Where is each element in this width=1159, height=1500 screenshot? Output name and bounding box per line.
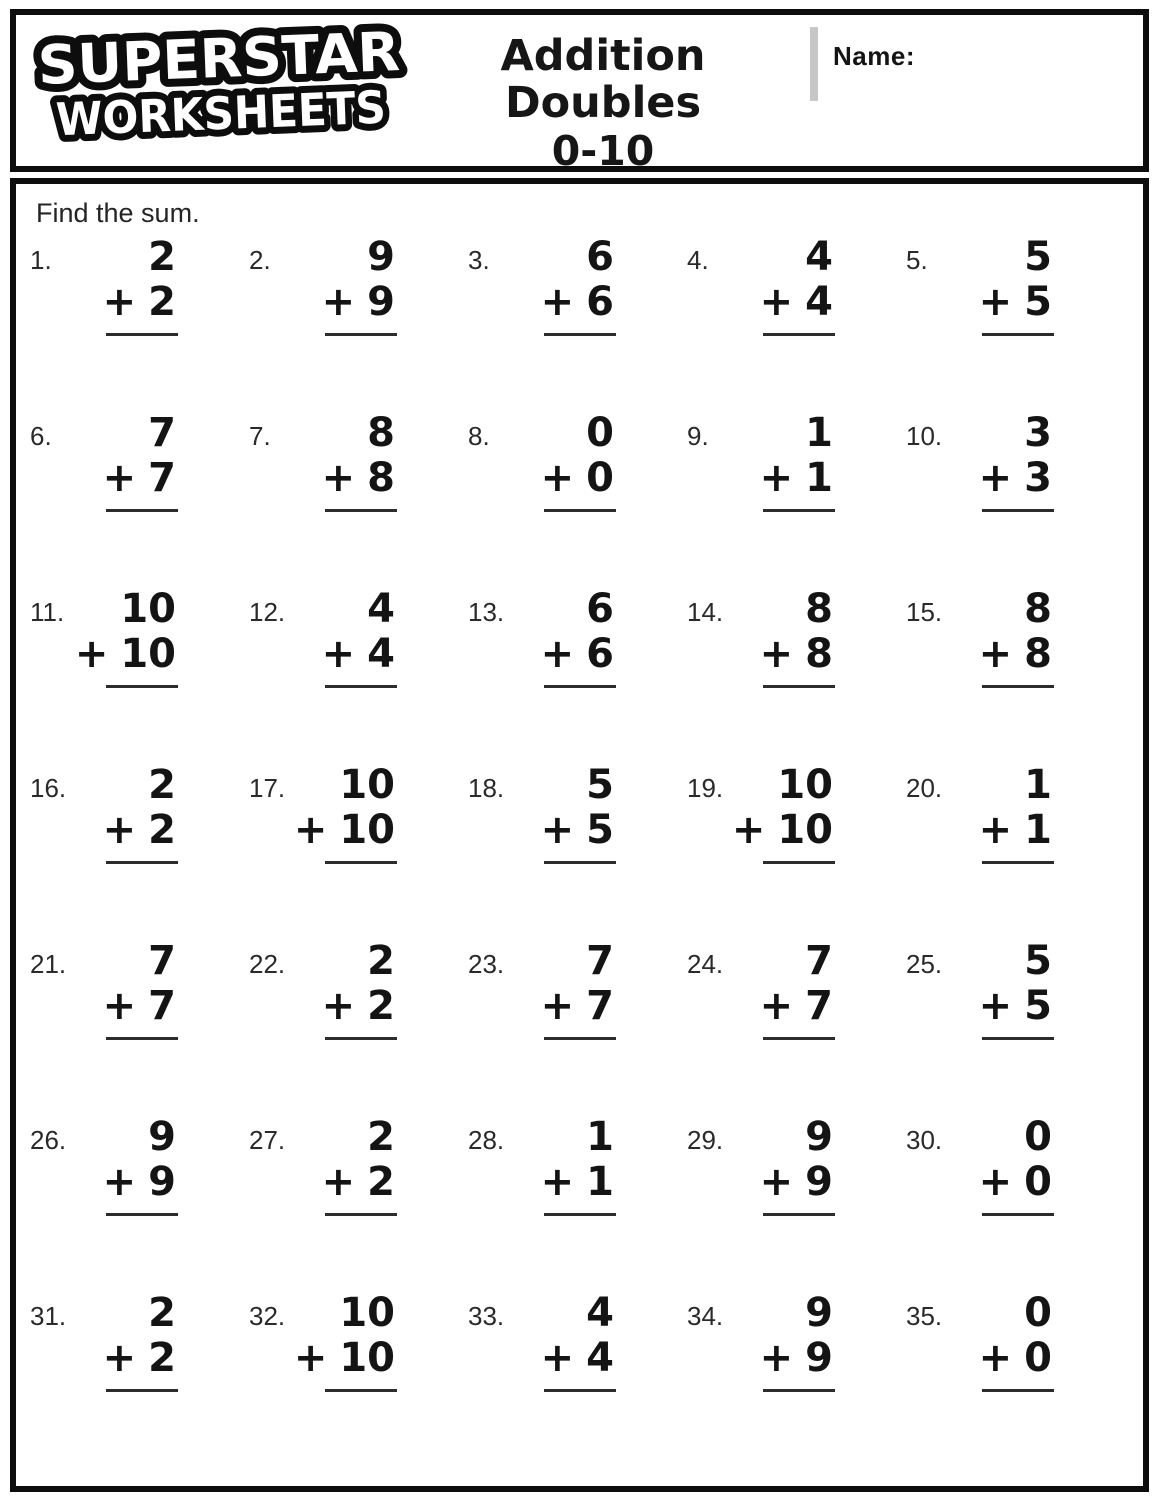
addition-problem xyxy=(30,1115,249,1291)
problem-number: 7. xyxy=(249,421,271,451)
top-addend: 0 xyxy=(1024,1114,1052,1160)
answer-line[interactable] xyxy=(106,1037,178,1040)
problem-stack xyxy=(958,235,1054,336)
bottom-addend-row xyxy=(322,280,397,325)
problem-number: 32. xyxy=(249,1301,286,1331)
problem-stack xyxy=(520,1291,616,1392)
addition-problem xyxy=(30,763,249,939)
problem-stack xyxy=(958,939,1054,1040)
bottom-addend: 4 xyxy=(805,278,833,325)
top-addend: 8 xyxy=(805,586,833,632)
problem-number: 19. xyxy=(687,773,724,803)
top-addend: 0 xyxy=(1024,1290,1052,1336)
bottom-addend-row xyxy=(103,808,178,853)
top-addend: 7 xyxy=(805,938,833,984)
top-addend: 7 xyxy=(148,410,176,456)
problem-number: 34. xyxy=(687,1301,724,1331)
bottom-addend: 8 xyxy=(367,454,395,501)
instructions-text: Find the sum. xyxy=(36,198,200,228)
bottom-addend-row xyxy=(760,1160,835,1205)
problem-stack xyxy=(958,1291,1054,1392)
plus-operator: + xyxy=(540,454,575,501)
problem-stack xyxy=(520,1115,616,1216)
bottom-addend: 7 xyxy=(805,982,833,1029)
bottom-addend: 2 xyxy=(148,278,176,325)
bottom-addend-row xyxy=(322,456,397,501)
addition-problem xyxy=(30,1291,249,1467)
answer-line[interactable] xyxy=(544,509,616,512)
problem-stack xyxy=(301,1115,397,1216)
problem-number: 17. xyxy=(249,773,286,803)
answer-line[interactable] xyxy=(325,1213,397,1216)
addition-problem xyxy=(249,587,468,763)
top-addend: 10 xyxy=(777,762,833,808)
problem-number: 33. xyxy=(468,1301,505,1331)
addition-problem xyxy=(687,411,906,587)
bottom-addend: 9 xyxy=(805,1334,833,1381)
plus-operator: + xyxy=(540,982,575,1029)
bottom-addend: 8 xyxy=(1024,630,1052,677)
addition-problem xyxy=(249,939,468,1115)
plus-operator: + xyxy=(978,278,1013,325)
problem-stack xyxy=(520,587,616,688)
plus-operator: + xyxy=(293,1334,328,1381)
bottom-addend-row xyxy=(760,984,835,1029)
top-addend: 4 xyxy=(367,586,395,632)
answer-line[interactable] xyxy=(982,1037,1054,1040)
bottom-addend-row xyxy=(979,984,1054,1029)
plus-operator: + xyxy=(731,806,766,853)
bottom-addend-row xyxy=(541,632,616,677)
problem-stack xyxy=(520,235,616,336)
top-addend: 4 xyxy=(586,1290,614,1336)
problem-number: 3. xyxy=(468,245,490,275)
top-addend: 7 xyxy=(148,938,176,984)
problem-stack xyxy=(739,587,835,688)
problem-number: 27. xyxy=(249,1125,286,1155)
bottom-addend-row xyxy=(103,456,178,501)
addition-problem xyxy=(468,587,687,763)
bottom-addend: 10 xyxy=(339,806,395,853)
superstar-worksheets-logo xyxy=(24,19,416,164)
problem-number: 11. xyxy=(30,597,65,627)
bottom-addend-row xyxy=(541,984,616,1029)
addition-problem xyxy=(249,235,468,411)
answer-line[interactable] xyxy=(325,1037,397,1040)
top-addend: 1 xyxy=(1024,762,1052,808)
bottom-addend: 0 xyxy=(1024,1334,1052,1381)
problem-number: 12. xyxy=(249,597,286,627)
plus-operator: + xyxy=(321,982,356,1029)
plus-operator: + xyxy=(978,454,1013,501)
bottom-addend-row xyxy=(760,456,835,501)
bottom-addend-row xyxy=(322,632,397,677)
answer-line[interactable] xyxy=(763,1213,835,1216)
answer-line[interactable] xyxy=(544,1389,616,1392)
problem-stack xyxy=(520,763,616,864)
bottom-addend: 4 xyxy=(586,1334,614,1381)
problem-stack xyxy=(958,1115,1054,1216)
bottom-addend: 3 xyxy=(1024,454,1052,501)
answer-line[interactable] xyxy=(982,1389,1054,1392)
bottom-addend: 10 xyxy=(339,1334,395,1381)
bottom-addend: 5 xyxy=(1024,278,1052,325)
bottom-addend-row xyxy=(541,1160,616,1205)
problem-number: 24. xyxy=(687,949,724,979)
problem-number: 20. xyxy=(906,773,943,803)
bottom-addend-row xyxy=(979,808,1054,853)
addition-problem xyxy=(249,763,468,939)
name-divider xyxy=(810,27,818,101)
plus-operator: + xyxy=(978,806,1013,853)
plus-operator: + xyxy=(759,1334,794,1381)
problem-stack xyxy=(739,1115,835,1216)
top-addend: 9 xyxy=(805,1114,833,1160)
bottom-addend: 2 xyxy=(367,1158,395,1205)
bottom-addend: 10 xyxy=(777,806,833,853)
problem-stack xyxy=(739,1291,835,1392)
answer-line[interactable] xyxy=(982,861,1054,864)
plus-operator: + xyxy=(978,630,1013,677)
plus-operator: + xyxy=(102,278,137,325)
worksheet-title xyxy=(398,33,808,175)
bottom-addend: 2 xyxy=(148,1334,176,1381)
addition-problem xyxy=(468,411,687,587)
addition-problem xyxy=(468,1291,687,1467)
addition-problem xyxy=(906,411,1125,587)
bottom-addend: 7 xyxy=(148,982,176,1029)
problem-stack xyxy=(520,411,616,512)
problem-number: 30. xyxy=(906,1125,943,1155)
addition-problem xyxy=(906,763,1125,939)
problem-number: 16. xyxy=(30,773,67,803)
top-addend: 5 xyxy=(1024,234,1052,280)
answer-line[interactable] xyxy=(763,1389,835,1392)
problem-stack xyxy=(82,235,178,336)
problem-number: 9. xyxy=(687,421,709,451)
answer-line[interactable] xyxy=(763,685,835,688)
bottom-addend-row xyxy=(294,808,397,853)
plus-operator: + xyxy=(102,806,137,853)
bottom-addend: 1 xyxy=(1024,806,1052,853)
bottom-addend-row xyxy=(979,456,1054,501)
plus-operator: + xyxy=(102,454,137,501)
plus-operator: + xyxy=(759,630,794,677)
problem-number: 26. xyxy=(30,1125,67,1155)
problem-number: 5. xyxy=(906,245,928,275)
bottom-addend: 5 xyxy=(586,806,614,853)
problems-grid xyxy=(16,229,1143,1467)
bottom-addend: 6 xyxy=(586,630,614,677)
answer-line[interactable] xyxy=(982,333,1054,336)
bottom-addend: 9 xyxy=(805,1158,833,1205)
plus-operator: + xyxy=(759,982,794,1029)
top-addend: 1 xyxy=(586,1114,614,1160)
top-addend: 9 xyxy=(148,1114,176,1160)
bottom-addend-row xyxy=(541,280,616,325)
plus-operator: + xyxy=(321,278,356,325)
problem-number: 35. xyxy=(906,1301,943,1331)
title-main: Addition Doubles xyxy=(500,31,706,129)
bottom-addend: 10 xyxy=(120,630,176,677)
addition-problem xyxy=(687,1291,906,1467)
answer-line[interactable] xyxy=(982,685,1054,688)
addition-problem xyxy=(687,235,906,411)
bottom-addend-row xyxy=(322,984,397,1029)
plus-operator: + xyxy=(102,1334,137,1381)
bottom-addend: 0 xyxy=(1024,1158,1052,1205)
bottom-addend-row xyxy=(979,280,1054,325)
answer-line[interactable] xyxy=(325,333,397,336)
top-addend: 3 xyxy=(1024,410,1052,456)
answer-line[interactable] xyxy=(763,333,835,336)
answer-line[interactable] xyxy=(106,1213,178,1216)
logo-bubble-text-icon xyxy=(24,19,416,164)
bottom-addend-row xyxy=(760,1336,835,1381)
bottom-addend-row xyxy=(979,1160,1054,1205)
addition-problem xyxy=(468,939,687,1115)
answer-line[interactable] xyxy=(106,861,178,864)
addition-problem xyxy=(468,235,687,411)
plus-operator: + xyxy=(540,1158,575,1205)
answer-line[interactable] xyxy=(544,333,616,336)
top-addend: 5 xyxy=(586,762,614,808)
answer-line[interactable] xyxy=(982,509,1054,512)
bottom-addend-row xyxy=(294,1336,397,1381)
top-addend: 8 xyxy=(1024,586,1052,632)
plus-operator: + xyxy=(978,982,1013,1029)
problem-stack xyxy=(958,587,1054,688)
answer-line[interactable] xyxy=(106,509,178,512)
answer-line[interactable] xyxy=(544,685,616,688)
bottom-addend-row xyxy=(541,456,616,501)
bottom-addend-row xyxy=(760,280,835,325)
bottom-addend: 4 xyxy=(367,630,395,677)
top-addend: 6 xyxy=(586,586,614,632)
problem-stack xyxy=(958,411,1054,512)
top-addend: 2 xyxy=(367,938,395,984)
problem-stack xyxy=(958,763,1054,864)
problem-number: 4. xyxy=(687,245,709,275)
plus-operator: + xyxy=(540,1334,575,1381)
addition-problem xyxy=(906,587,1125,763)
problem-stack xyxy=(301,235,397,336)
bottom-addend-row xyxy=(103,984,178,1029)
addition-problem xyxy=(249,1115,468,1291)
bottom-addend-row xyxy=(541,1336,616,1381)
bottom-addend-row xyxy=(732,808,835,853)
problem-stack xyxy=(301,587,397,688)
problem-stack xyxy=(301,411,397,512)
addition-problem xyxy=(687,1115,906,1291)
addition-problem xyxy=(468,763,687,939)
problem-number: 14. xyxy=(687,597,724,627)
problem-stack xyxy=(739,411,835,512)
answer-line[interactable] xyxy=(106,1389,178,1392)
problem-number: 25. xyxy=(906,949,943,979)
bottom-addend: 7 xyxy=(148,454,176,501)
bottom-addend-row xyxy=(322,1160,397,1205)
plus-operator: + xyxy=(102,1158,137,1205)
addition-problem xyxy=(906,1115,1125,1291)
problem-stack xyxy=(74,586,178,688)
addition-problem xyxy=(468,1115,687,1291)
answer-line[interactable] xyxy=(763,509,835,512)
top-addend: 2 xyxy=(148,234,176,280)
bottom-addend: 1 xyxy=(805,454,833,501)
problem-stack xyxy=(82,1115,178,1216)
bottom-addend: 1 xyxy=(586,1158,614,1205)
plus-operator: + xyxy=(759,454,794,501)
problem-number: 31. xyxy=(30,1301,67,1331)
addition-problem xyxy=(249,411,468,587)
top-addend: 9 xyxy=(805,1290,833,1336)
top-addend: 2 xyxy=(367,1114,395,1160)
addition-problem xyxy=(30,235,249,411)
bottom-addend-row xyxy=(103,1160,178,1205)
answer-line[interactable] xyxy=(325,685,397,688)
problem-number: 28. xyxy=(468,1125,505,1155)
plus-operator: + xyxy=(759,1158,794,1205)
top-addend: 9 xyxy=(367,234,395,280)
plus-operator: + xyxy=(293,806,328,853)
top-addend: 10 xyxy=(339,762,395,808)
bottom-addend: 9 xyxy=(367,278,395,325)
problem-stack xyxy=(82,1291,178,1392)
bottom-addend-row xyxy=(103,280,178,325)
top-addend: 10 xyxy=(339,1290,395,1336)
plus-operator: + xyxy=(759,278,794,325)
problem-stack xyxy=(520,939,616,1040)
bottom-addend: 5 xyxy=(1024,982,1052,1029)
problem-number: 22. xyxy=(249,949,286,979)
bottom-addend-row xyxy=(541,808,616,853)
top-addend: 8 xyxy=(367,410,395,456)
worksheet-header xyxy=(10,9,1149,175)
bottom-addend: 2 xyxy=(148,806,176,853)
addition-problem xyxy=(30,411,249,587)
top-addend: 7 xyxy=(586,938,614,984)
plus-operator: + xyxy=(540,806,575,853)
problem-number: 6. xyxy=(30,421,52,451)
plus-operator: + xyxy=(978,1334,1013,1381)
problem-stack xyxy=(293,762,397,864)
problem-stack xyxy=(739,939,835,1040)
top-addend: 2 xyxy=(148,1290,176,1336)
problem-number: 29. xyxy=(687,1125,724,1155)
answer-line[interactable] xyxy=(325,509,397,512)
bottom-addend-row xyxy=(760,632,835,677)
logo-line1: SUPERSTAR xyxy=(36,20,395,97)
plus-operator: + xyxy=(74,630,109,677)
problem-stack xyxy=(301,939,397,1040)
problem-number: 15. xyxy=(906,597,943,627)
plus-operator: + xyxy=(978,1158,1013,1205)
answer-line[interactable] xyxy=(325,1389,397,1392)
addition-problem xyxy=(249,1291,468,1467)
problem-number: 23. xyxy=(468,949,505,979)
bottom-addend: 7 xyxy=(586,982,614,1029)
bottom-addend: 2 xyxy=(367,982,395,1029)
problem-number: 8. xyxy=(468,421,490,451)
plus-operator: + xyxy=(321,454,356,501)
worksheet-body xyxy=(10,178,1149,1492)
top-addend: 5 xyxy=(1024,938,1052,984)
problem-stack xyxy=(731,762,835,864)
logo-line2: WORKSHEETS xyxy=(55,79,409,147)
problem-number: 13. xyxy=(468,597,505,627)
bottom-addend: 0 xyxy=(586,454,614,501)
plus-operator: + xyxy=(321,1158,356,1205)
answer-line[interactable] xyxy=(763,1037,835,1040)
answer-line[interactable] xyxy=(544,1213,616,1216)
top-addend: 4 xyxy=(805,234,833,280)
top-addend: 2 xyxy=(148,762,176,808)
problem-stack xyxy=(82,411,178,512)
problem-stack xyxy=(82,939,178,1040)
bottom-addend: 6 xyxy=(586,278,614,325)
addition-problem xyxy=(30,939,249,1115)
plus-operator: + xyxy=(102,982,137,1029)
problem-number: 21. xyxy=(30,949,67,979)
addition-problem xyxy=(906,235,1125,411)
answer-line[interactable] xyxy=(325,861,397,864)
plus-operator: + xyxy=(321,630,356,677)
plus-operator: + xyxy=(540,630,575,677)
title-range: 0-10 xyxy=(551,126,655,175)
bottom-addend: 8 xyxy=(805,630,833,677)
problem-stack xyxy=(293,1290,397,1392)
bottom-addend: 9 xyxy=(148,1158,176,1205)
answer-line[interactable] xyxy=(106,333,178,336)
bottom-addend-row xyxy=(979,1336,1054,1381)
addition-problem xyxy=(906,939,1125,1115)
bottom-addend-row xyxy=(75,632,178,677)
addition-problem xyxy=(687,763,906,939)
addition-problem xyxy=(687,939,906,1115)
name-input-area[interactable] xyxy=(921,33,1136,81)
top-addend: 1 xyxy=(805,410,833,456)
top-addend: 0 xyxy=(586,410,614,456)
problem-stack xyxy=(739,235,835,336)
problem-number: 18. xyxy=(468,773,505,803)
problem-number: 2. xyxy=(249,245,271,275)
addition-problem xyxy=(687,587,906,763)
addition-problem xyxy=(30,587,249,763)
bottom-addend-row xyxy=(103,1336,178,1381)
name-label: Name: xyxy=(833,41,915,71)
answer-line[interactable] xyxy=(763,861,835,864)
addition-problem xyxy=(906,1291,1125,1467)
answer-line[interactable] xyxy=(544,1037,616,1040)
top-addend: 10 xyxy=(120,586,176,632)
answer-line[interactable] xyxy=(106,685,178,688)
answer-line[interactable] xyxy=(982,1213,1054,1216)
bottom-addend-row xyxy=(979,632,1054,677)
problem-number: 10. xyxy=(906,421,943,451)
plus-operator: + xyxy=(540,278,575,325)
answer-line[interactable] xyxy=(544,861,616,864)
problem-number: 1. xyxy=(30,245,52,275)
top-addend: 6 xyxy=(586,234,614,280)
problem-stack xyxy=(82,763,178,864)
